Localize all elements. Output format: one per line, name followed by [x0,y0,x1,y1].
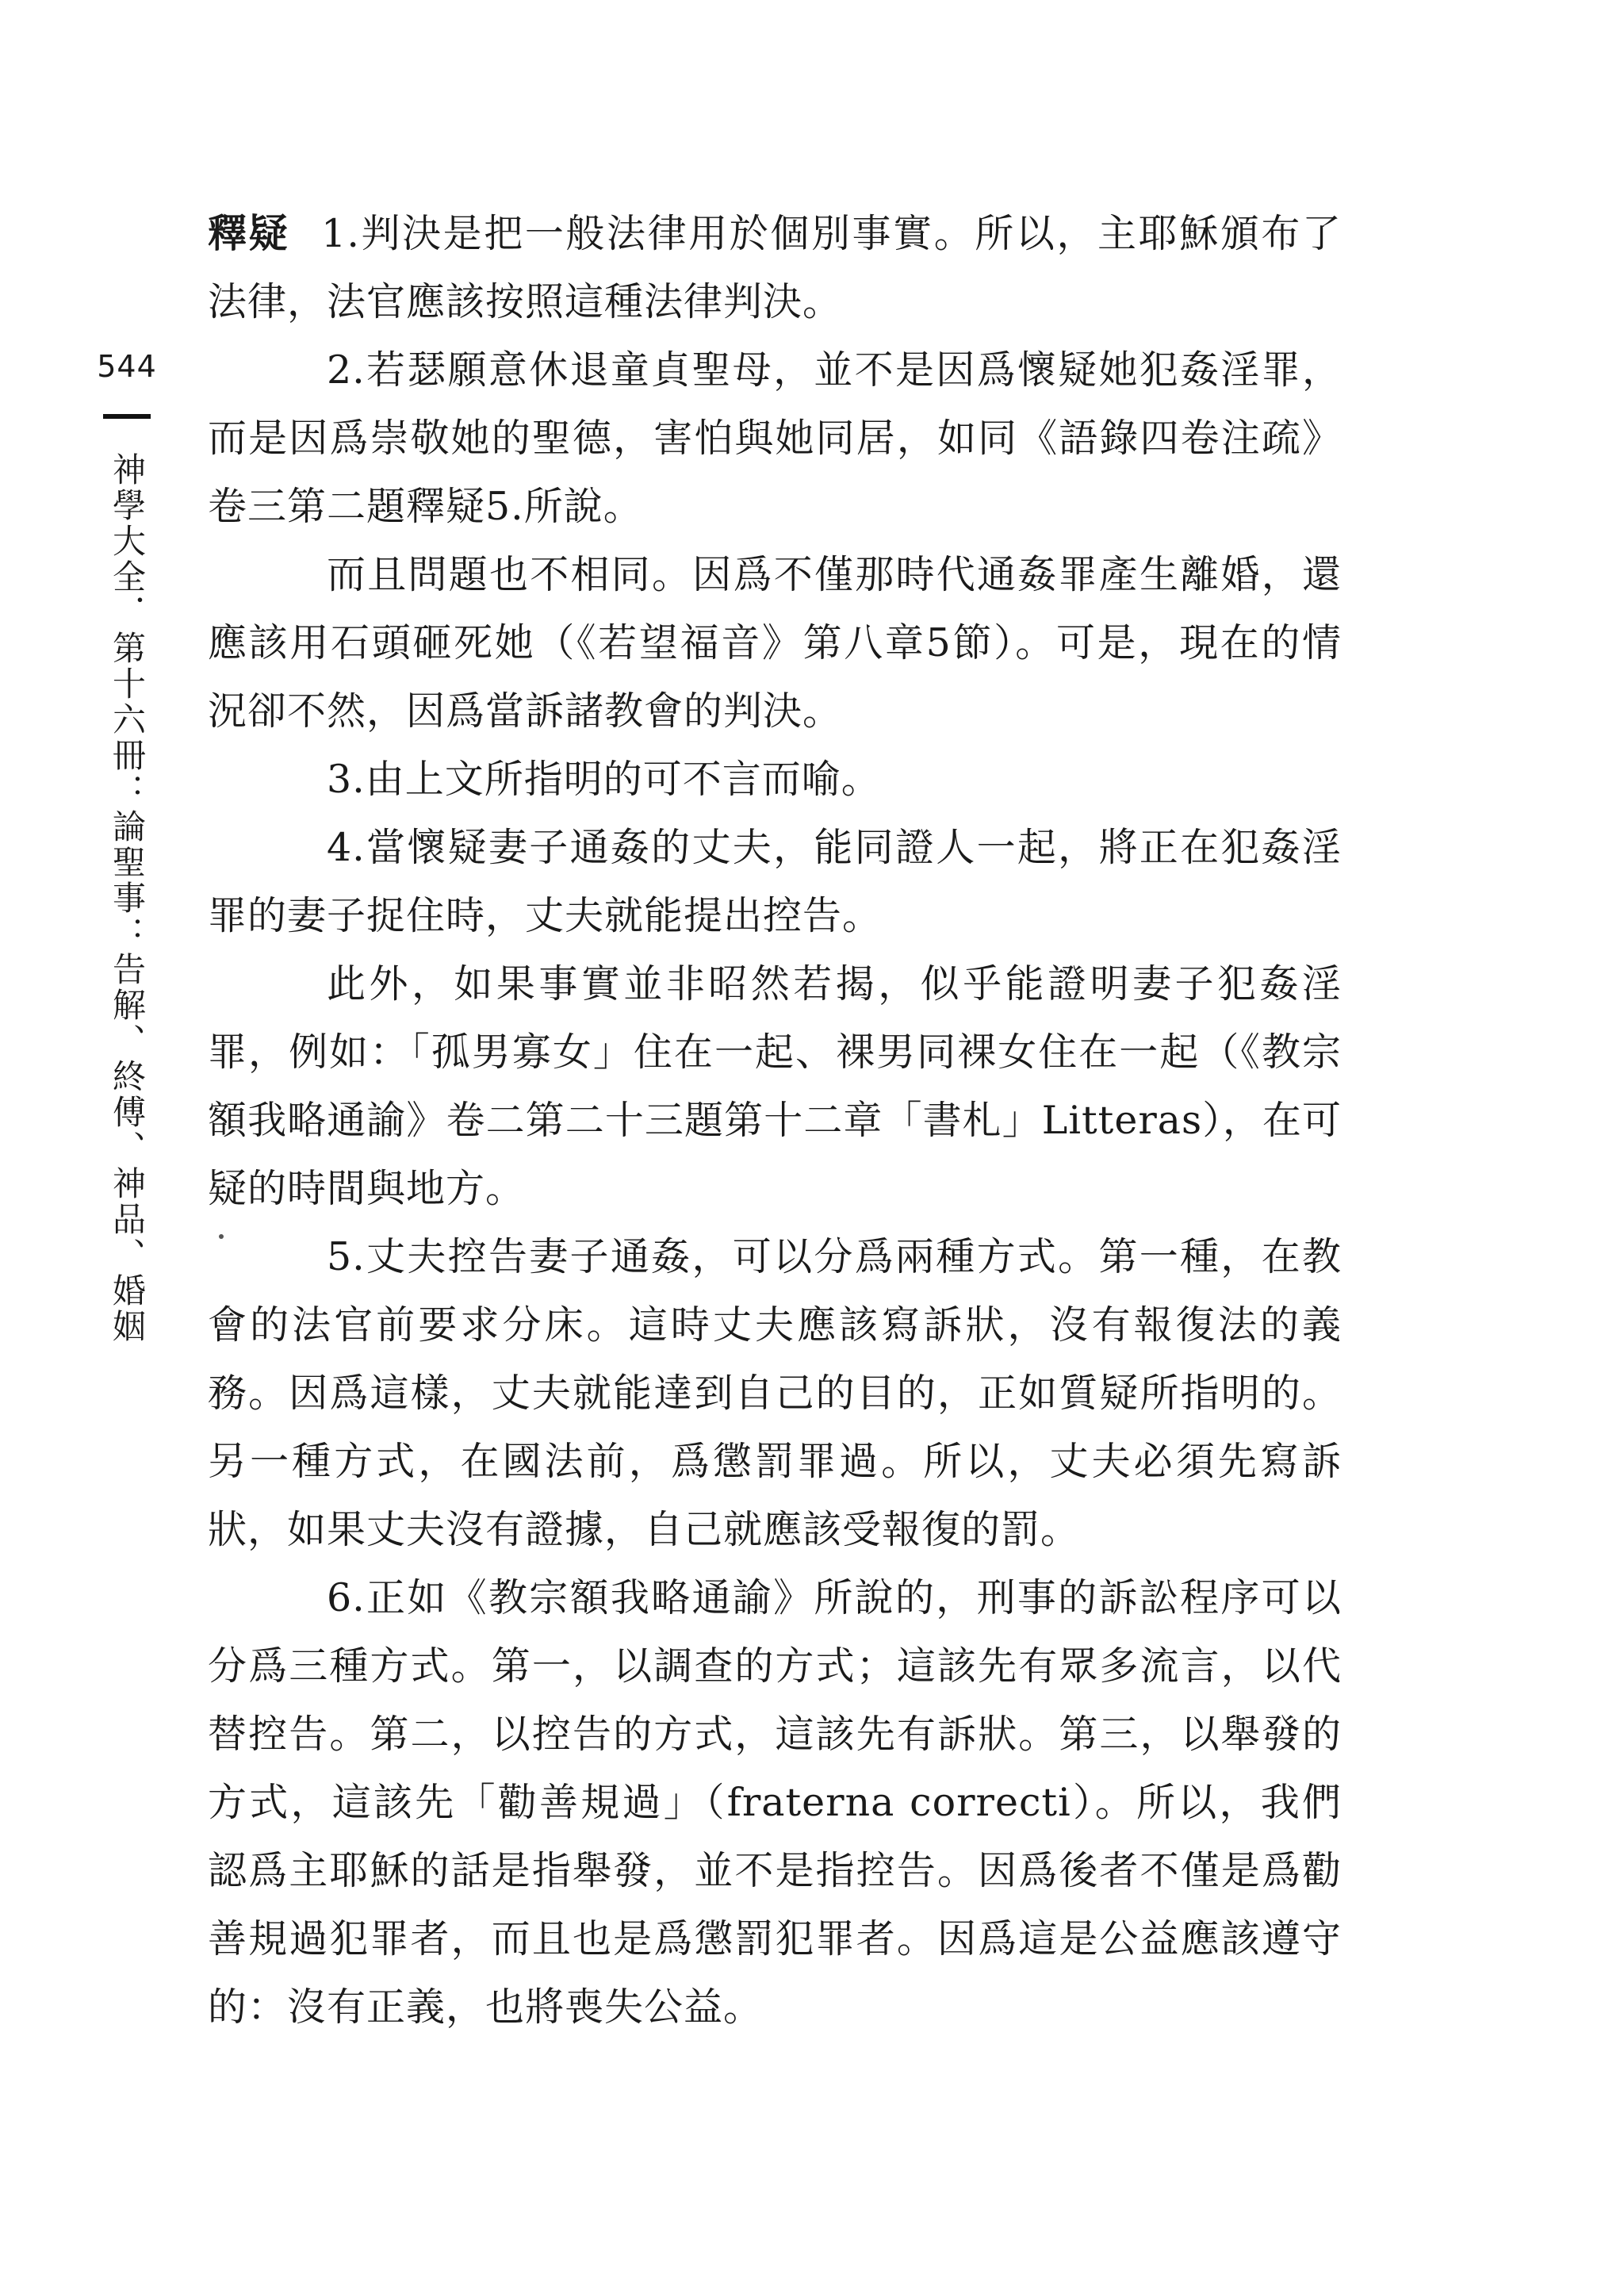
paragraph-8: 6.正如《教宗額我略通諭》所說的，刑事的訴訟程序可以分爲三種方式。第一，以調查的方式；這該先有眾多流言，以代替控告。第二，以控告的方式，這該先有訴狀。第三，以舉發的方式，這該先「勸善規過」（fraterna correcti）。所以，我們認爲主耶穌的話是指舉發，並不是指控告。因爲後者不僅是爲勸善規過犯罪者，而且也是爲懲罰犯罪者。因爲這是公益應該遵守的：沒有正義，也將喪失公益。 [208,1575,1342,2030]
paragraph-1 [208,200,1342,336]
paragraph-text: 1.判決是把一般法律用於個別事實。所以，主耶穌頒布了法律，法官應該按照這種法律判決。 [208,211,1342,324]
paragraph-7: 5.丈夫控告妻子通姦，可以分爲兩種方式。第一種，在教會的法官前要求分床。這時丈夫應該寫訴狀，沒有報復法的義務。因爲這樣，丈夫就能達到自己的目的，正如質疑所指明的。另一種方式，在國法前，爲懲罰罪過。所以，丈夫必須先寫訴狀，如果丈夫沒有證據，自己就應該受報復的罰。 [208,1234,1342,1552]
main-text [208,200,1342,2042]
page-number: 544 [97,349,157,384]
paragraph-4: 3.由上文所指明的可不言而喻。 [327,757,881,802]
running-header: 神學大全．第十六冊：論聖事：告解、終傅、神品、婚姻 [108,452,147,1344]
paragraph-5: 4.當懷疑妻子通姦的丈夫，能同證人一起，將正在犯姦淫罪的妻子捉住時，丈夫就能提出控告。 [208,825,1342,938]
section-label: 釋疑 [208,211,290,256]
paragraph-6: 此外，如果事實並非昭然若揭，似乎能證明妻子犯姦淫罪，例如：「孤男寡女」住在一起、裸男同裸女住在一起（《教宗額我略通諭》卷二第二十三題第十二章「書札」Litteras），在可疑的時間與地方。 [208,961,1342,1211]
header-rule [103,414,151,419]
paragraph-2: 2.若瑟願意休退童貞聖母，並不是因爲懷疑她犯姦淫罪，而是因爲崇敬她的聖德，害怕與她同居，如同《語錄四卷注疏》卷三第二題釋疑5.所說。 [208,347,1342,529]
paragraph-3: 而且問題也不相同。因爲不僅那時代通姦罪產生離婚，還應該用石頭砸死她（《若望福音》第八章5節）。可是，現在的情況卻不然，因爲當訴諸教會的判決。 [208,552,1342,734]
